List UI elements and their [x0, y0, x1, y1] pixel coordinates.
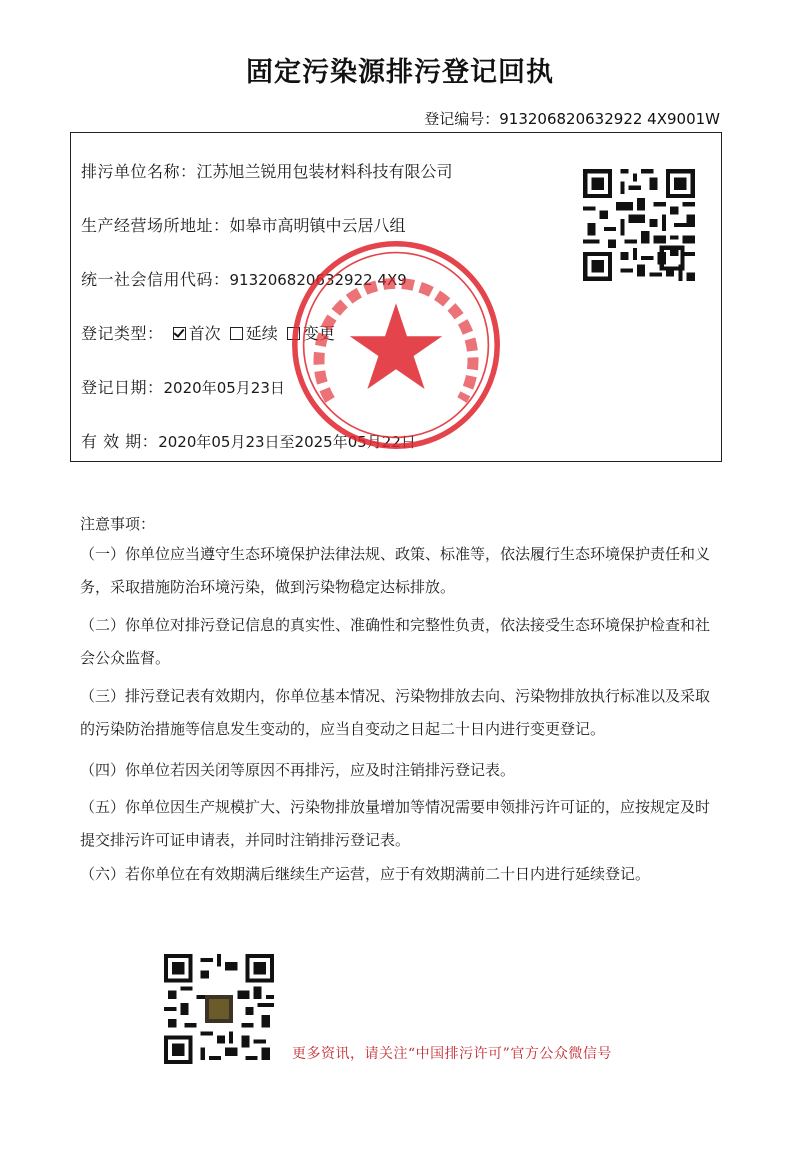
- registration-date-value: 2020年05月23日: [163, 379, 285, 397]
- unit-name-label: 排污单位名称：: [81, 162, 197, 181]
- note-item-4: （四）你单位若因关闭等原因不再排污，应及时注销排污登记表。: [80, 761, 516, 779]
- registration-number: 登记编号：913206820632922 4X9001W: [424, 110, 720, 128]
- address-label: 生产经营场所地址：: [81, 216, 230, 235]
- qr-code-icon: [579, 159, 699, 291]
- registration-date-label: 登记日期：: [81, 378, 164, 397]
- checkbox-first-icon: [173, 327, 186, 340]
- option-renew: 延续: [245, 324, 278, 343]
- note-item-6: （六）若你单位在有效期满后继续生产运营，应于有效期满前二十日内进行延续登记。: [80, 865, 651, 883]
- credit-code-label: 统一社会信用代码：: [81, 270, 230, 289]
- page-title: 固定污染源排污登记回执: [246, 57, 554, 88]
- unit-name-row: [81, 159, 453, 182]
- official-seal-icon: [286, 235, 506, 455]
- option-change: 变更: [302, 324, 335, 343]
- unit-name-value: 江苏旭兰锐用包装材料科技有限公司: [196, 162, 453, 181]
- validity-value: 2020年05月23日至2025年05月22日: [158, 433, 416, 451]
- note-item-1: （一）你单位应当遵守生态环境保护法律法规、政策、标准等，依法履行生态环境保护责任和义务，采取措施防治环境污染，做到污染物稳定达标排放。: [80, 545, 711, 596]
- option-first: 首次: [188, 324, 221, 343]
- notes-heading: 注意事项：: [80, 515, 156, 533]
- validity-label: 有 效 期：: [81, 432, 159, 451]
- wechat-qr-code-icon: [160, 950, 278, 1068]
- note-item-5: （五）你单位因生产规模扩大、污染物排放量增加等情况需要申领排污许可证的，应按规定及时提交排污许可证申请表，并同时注销排污登记表。: [80, 798, 711, 849]
- note-item-2: （二）你单位对排污登记信息的真实性、准确性和完整性负责，依法接受生态环境保护检查和社会公众监督。: [80, 616, 711, 667]
- info-box: [70, 132, 722, 462]
- address-value: 如皋市高明镇中云居八组: [229, 216, 406, 235]
- registration-type-label: 登记类型：: [81, 324, 164, 343]
- note-item-3: （三）排污登记表有效期内，你单位基本情况、污染物排放去向、污染物排放执行标准以及采取的污染防治措施等信息发生变动的，应当自变动之日起二十日内进行变更登记。: [80, 687, 711, 738]
- address-row: [81, 213, 406, 236]
- footer-note: 更多资讯，请关注“中国排污许可”官方公众微信号: [292, 1046, 612, 1062]
- checkbox-renew-icon: [230, 327, 243, 340]
- credit-code-value: 913206820632922 4X9: [229, 271, 407, 289]
- registration-date-row: [81, 375, 285, 398]
